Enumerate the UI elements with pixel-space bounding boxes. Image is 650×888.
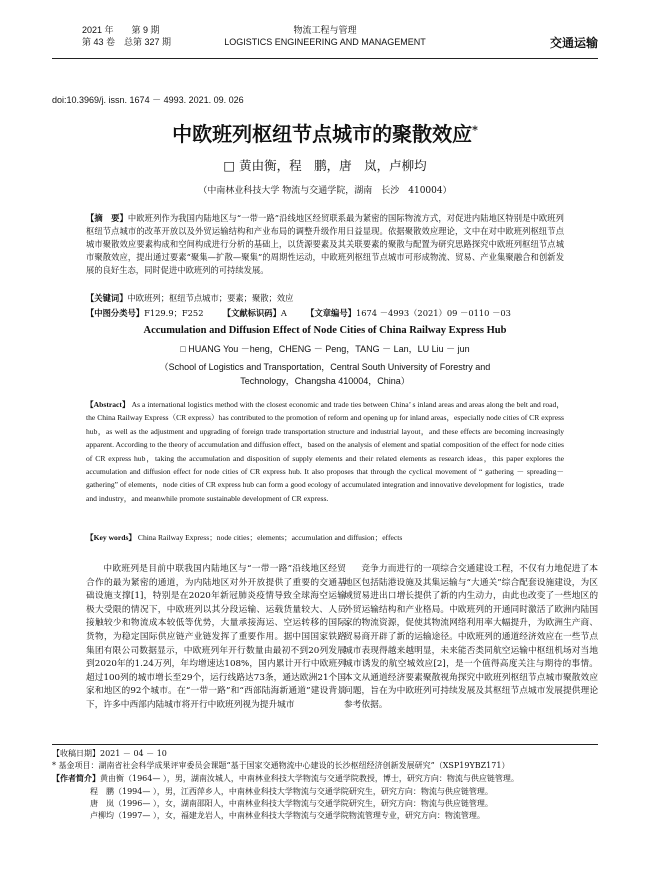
section-label: 交通运输 bbox=[549, 36, 598, 50]
abstract-label: 【摘 要】 bbox=[86, 213, 128, 223]
english-affiliation-line: Technology，Changsha 410004，China） bbox=[240, 376, 410, 386]
doc-code-value: A bbox=[280, 308, 287, 318]
fund-note: * 基金项目：湖南省社会科学成果评审委员会课题“基于国家交通物流中心建设的长沙枢纽经济创新发展研究”（XSP19YBZ171） bbox=[52, 761, 510, 771]
journal-name-cn: 物流工程与管理 bbox=[293, 25, 357, 35]
author-list: □ 黄由衡，程 鹏，唐 岚，卢柳均 bbox=[223, 158, 427, 173]
issue-number: 第 43 卷 总第 327 期 bbox=[82, 37, 172, 47]
keywords-en-label: 【Key words】 bbox=[86, 533, 136, 542]
body-column-left: 中欧班列是目前中联我国内陆地区与“一带一路”沿线地区经贸合作的最为紧密的通道，为内陆地区对外开放提供了重要的交通基础设施支撑[1]，特别是在2020年新冠肺炎疫情导致全球海空运输极大受限的情况下，中欧班列以其分段运输、运载货量较大、人员接触较少和物流成本较低等优势，大量承接海运、空运转移的国际货物，为稳定国际供应链产业链发挥了重要作用。据中国国家铁路集团有限公司数据显示，中欧班列年开行数量由最初不到20列发展到2020年的1.24万列，年均增速达108%，国内累计开行中欧班列超过100列的城市增长至29个，运行线路达73条，通达欧洲21个国家和地区的92个城市。在“一带一路”和“西部陆海新通道”建设背景下，许多中西部内陆城市将开行中欧班列视为提升城市 bbox=[86, 564, 346, 710]
author-bio-label: 【作者简介】 bbox=[52, 773, 100, 784]
clc-value: F129.9；F252 bbox=[144, 308, 204, 318]
author-bio: 黄由衡（1964— ），男，湖南汝城人，中南林业科技大学物流与交通学院教授，博士，研究方向：物流与供应链管理。 bbox=[100, 774, 519, 784]
journal-name bbox=[52, 24, 598, 48]
english-title: Accumulation and Diffusion Effect of Node Cities of China Railway Express Hub bbox=[143, 325, 507, 336]
title-footnote-mark: * bbox=[472, 123, 478, 137]
author-bio-row bbox=[52, 772, 598, 785]
clc-label: 【中图分类号】 bbox=[86, 308, 145, 318]
english-authors: □ HUANG You －heng，CHENG － Peng，TANG － Lan，LU Liu － jun bbox=[180, 344, 470, 354]
abstract-cn bbox=[86, 212, 564, 277]
keywords-cn bbox=[86, 292, 564, 304]
abstract-text: 中欧班列作为我国内陆地区与“一带一路”沿线地区经贸联系最为紧密的国际物流方式，对促进内陆地区特别是中欧班列枢纽节点城市的改革开放以及外贸运输结构和产业布局的调整升级作用日益显现。依据聚散效应理论，文中在对中欧班列枢纽节点城市聚散效应要素构成和空间构成进行分析的基础上，以货源要素及其关联要素的聚散与配置为研究思路探究中欧班列枢纽节点城市聚散效应，提出通过要素“聚集—扩散—聚集”的周期性运动，中欧班列枢纽节点城市可形成物流、贸易、产业集聚融合和创新发展的良好生态，同时促进中欧班列的可持续发展。 bbox=[86, 213, 564, 275]
doc-code-label: 【文献标识码】 bbox=[222, 308, 281, 318]
classification-row bbox=[86, 307, 564, 319]
article-no-label: 【文章编号】 bbox=[306, 308, 356, 318]
footnotes bbox=[52, 744, 598, 822]
abstract-en-text: As a international logistics method with the closest economic and trade ties between China’ s inland areas and areas along the belt and road，the China Railway Express（CR express）has contributed to the promotion of reform and opening up for inland areas，especially node cities of CR express hub，as well as the adjustment and upgrading of foreign trade transportation structure and industrial layout，and these effects are becoming increasingly apparent. According to the theory of accumulation and diffusion effect，based on the analysis of element and spatial composition of the effect for node cities of CR express hub，taking the accumulation and disposition of supply elements and their related elements as research ideas，this paper explores the accumulation and diffusion effect for node cities of CR express hub. It also proposes that through the cyclical movement of “ gathering － spreading－gathering” of elements，node cities of CR express hub can form a good ecology of accumulated integration and innovative development for logistics，trade and industry，and meanwhile promote sustainable development of CR express. bbox=[86, 400, 564, 503]
abstract-en bbox=[86, 398, 564, 505]
keywords-label: 【关键词】 bbox=[86, 293, 128, 303]
keywords-en bbox=[86, 532, 564, 543]
year-volume: 2021 年 第 9 期 bbox=[82, 25, 160, 35]
english-affiliation-line: （School of Logistics and Transportation，Central South University of Forestry and bbox=[159, 362, 491, 372]
abstract-en-label: 【Abstract】 bbox=[86, 400, 130, 409]
article-no-value: 1674 －4993（2021）09 －0110 －03 bbox=[355, 308, 511, 318]
running-header bbox=[52, 14, 598, 59]
keywords-text: 中欧班列；枢纽节点城市；要素；聚散；效应 bbox=[127, 293, 294, 303]
body-column-right: 竞争力而进行的一项综合交通建设工程，不仅有力地促进了本地区包括陆港设施及其集运输与“大通关”综合配套设施建设，为区域贸易进出口增长提供了新的内生动力，由此也改变了一些地区的外贸运输结构和产业格局。中欧班列的开通同时激活了欧洲内陆国家的物流资源，促使其物流网络利用率大幅提升，为欧洲生产商、贸易商开辟了新的运输途径。中欧班列的通道经济效应在一些节点城市表现得越来越明显，未来能否类同航空运输中枢纽机场对当地城市诱发的航空城效应[2]，是一个值得高度关注与期待的事情。本文从通道经济要素聚散视角探究中欧班列枢纽节点城市聚散效应问题，旨在为中欧班列可持续发展及其枢纽节点城市发展提供理论参考依据。 bbox=[344, 564, 598, 710]
author-bio: 程 鹏（1994— ），男，江西萍乡人，中南林业科技大学物流与交通学院研究生，研究方向：物流与供应链管理。 bbox=[90, 786, 493, 796]
keywords-en-text: China Railway Express；node cities；elements；accumulation and diffusion；effects bbox=[137, 533, 403, 542]
author-bio: 卢柳均（1997— ），女，福建龙岩人，中南林业科技大学物流与交通学院物流管理专业，研究方向：物流管理。 bbox=[90, 811, 485, 821]
journal-name-en: LOGISTICS ENGINEERING AND MANAGEMENT bbox=[224, 37, 426, 47]
paper-title bbox=[52, 118, 598, 147]
affiliation: （中南林业科技大学 物流与交通学院，湖南 长沙 410004） bbox=[198, 186, 452, 196]
doi: doi:10.3969/j. issn. 1674 － 4993. 2021. 09. 026 bbox=[52, 95, 244, 105]
english-affiliation bbox=[52, 360, 598, 388]
received-date: 【收稿日期】2021 － 04 － 10 bbox=[52, 749, 167, 758]
author-bio: 唐 岚（1996— ），女，湖南邵阳人，中南林业科技大学物流与交通学院研究生，研究方向：物流与供应链管理。 bbox=[90, 798, 493, 808]
paper-title-text: 中欧班列枢纽节点城市的聚散效应 bbox=[172, 122, 473, 146]
